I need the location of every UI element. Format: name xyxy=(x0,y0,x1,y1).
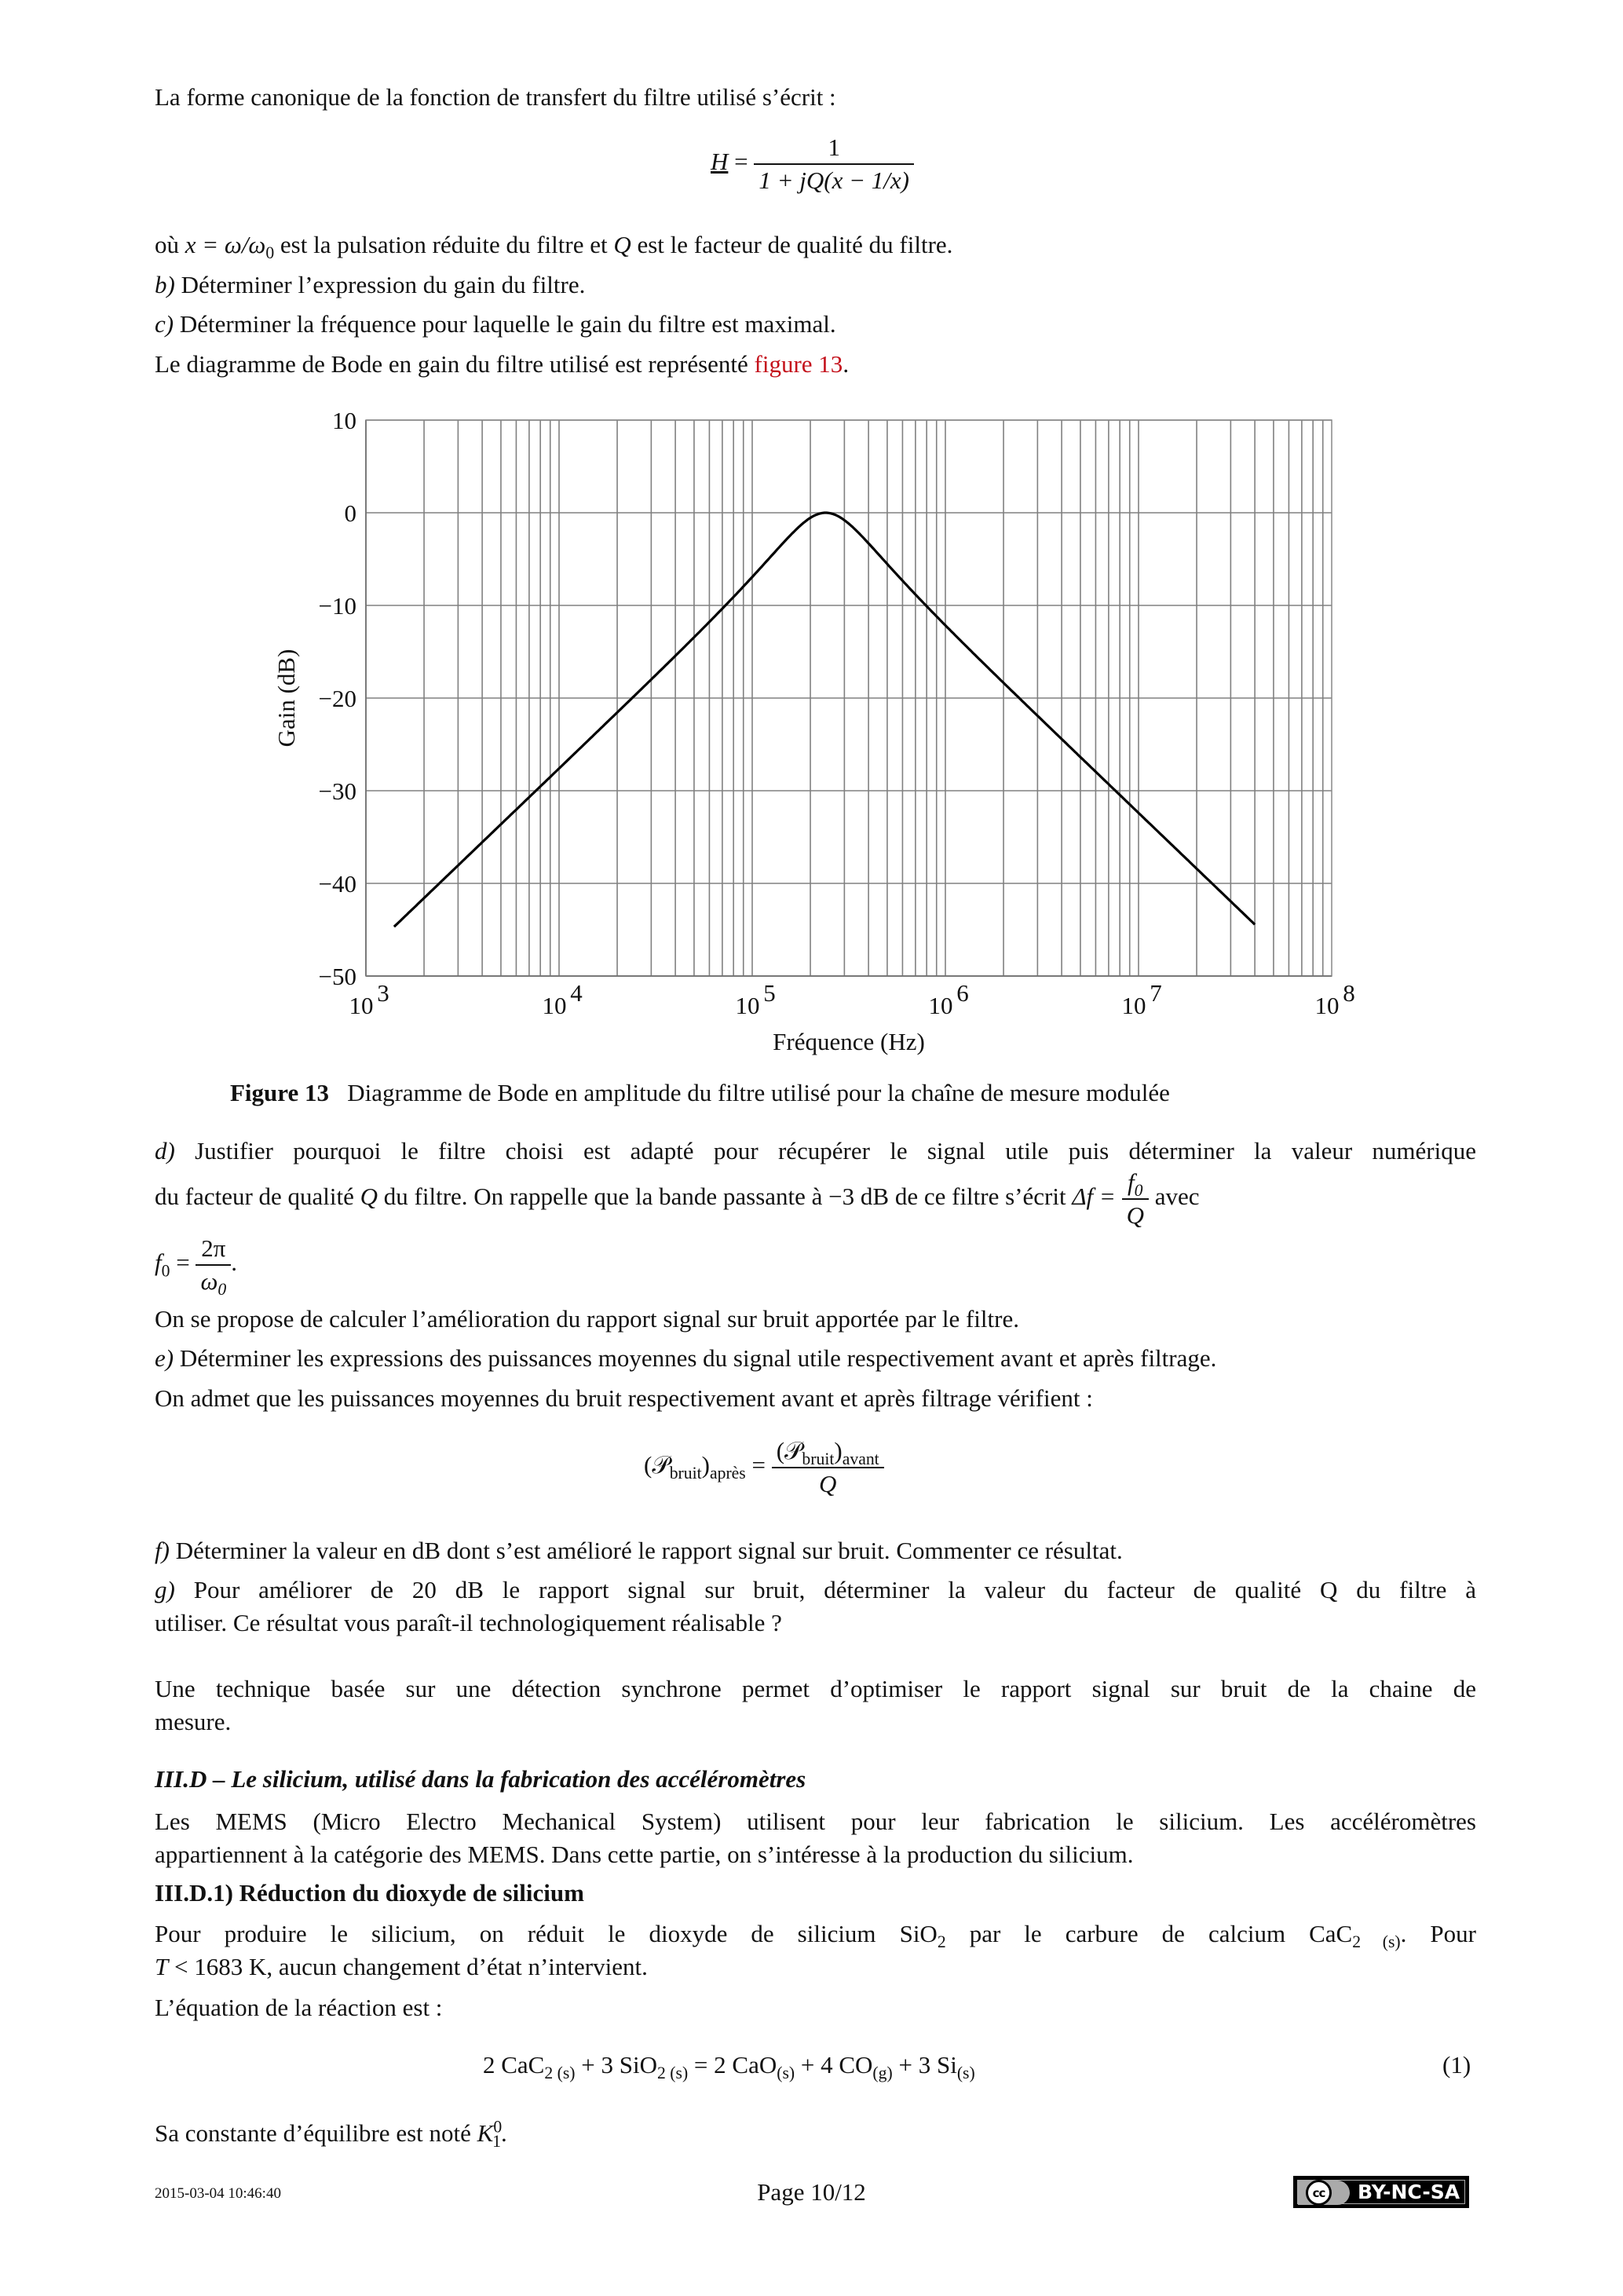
eq-sub-2: 2 (s) xyxy=(657,2064,689,2083)
noise-num-close: ) xyxy=(834,1437,843,1464)
eq-sub-4: (g) xyxy=(872,2064,893,2083)
bandwidth-denominator: Q xyxy=(1126,1201,1144,1229)
cac2-sub: 2 (s) xyxy=(1352,1932,1401,1952)
transfer-function-symbol: H xyxy=(711,148,729,176)
eq-sub-3: (s) xyxy=(777,2064,795,2083)
noise-admit-line: On admet que les puissances moyennes du bruit respectivement avant et après filtrage vérifient : xyxy=(155,1384,1093,1412)
chart-grid-horizontal xyxy=(366,420,1332,976)
temperature-symbol: T xyxy=(155,1953,169,1980)
x-tick-exponent: 3 xyxy=(377,979,389,1007)
f0-fraction xyxy=(196,1234,231,1300)
x-tick-exponent: 8 xyxy=(1343,979,1355,1007)
x-tick-label: 10 xyxy=(1121,992,1146,1019)
question-b-text: Déterminer l’expression du gain du filtre. xyxy=(181,271,586,298)
p2-text-a: Pour produire le silicium, on réduit le dioxyde de silicium SiO xyxy=(155,1920,938,1947)
question-g-label: g) xyxy=(155,1576,175,1603)
x-axis-title: Fréquence (Hz) xyxy=(773,1028,925,1055)
x-tick-label: 10 xyxy=(542,992,567,1019)
eq-sub-5: (s) xyxy=(956,2064,975,2083)
gain-curve-line xyxy=(394,513,1255,927)
eq-term-5: + 3 Si xyxy=(892,2051,957,2078)
section-title: III.D – Le silicium, utilisé dans la fabrication des accéléromètres xyxy=(155,1765,806,1793)
section-p2-line2 xyxy=(155,1951,648,1983)
y-tick-label: 10 xyxy=(332,407,356,434)
reaction-equation xyxy=(483,2051,975,2083)
f0-denominator xyxy=(196,1266,231,1300)
section-p1-line1: Les MEMS (Micro Electro Mechanical System) utilisent pour leur fabrication le silicium. Les accéléromètres xyxy=(155,1808,1476,1835)
question-c-label: c) xyxy=(155,310,174,338)
question-e-text: Déterminer les expressions des puissances moyennes du signal utile respectivement avant et après filtrage. xyxy=(179,1344,1217,1372)
constant-end: . xyxy=(501,2119,507,2147)
bandwidth-f: f xyxy=(1128,1168,1135,1196)
section-p1-line2: appartiennent à la catégorie des MEMS. Dans cette partie, on s’intéresse à la production du silicium. xyxy=(155,1841,1134,1868)
sio2-sub: 2 xyxy=(937,1932,946,1952)
eq-sub-1: 2 (s) xyxy=(544,2064,576,2083)
x-tick-label: 10 xyxy=(1314,992,1340,1019)
question-d-line2-b: du filtre. On rappelle que la bande passante à −3 dB de ce filtre s’écrit xyxy=(378,1183,1073,1211)
noise-num-sub: bruit xyxy=(802,1450,835,1469)
reduced-pulsation-expr: x = ω/ω xyxy=(185,231,266,258)
bandwidth-f-sub: 0 xyxy=(1134,1181,1143,1201)
constant-k: K xyxy=(477,2119,494,2147)
noise-numerator xyxy=(772,1437,884,1468)
x-tick-label: 10 xyxy=(735,992,760,1019)
equation-intro: L’équation de la réaction est : xyxy=(155,1994,443,2021)
eq-term-1: 2 CaC xyxy=(483,2051,545,2078)
y-tick-label: −40 xyxy=(318,870,356,898)
x-tick-exponent: 7 xyxy=(1150,979,1162,1007)
noise-lhs-sub2: après xyxy=(709,1464,746,1483)
question-f-label: f) xyxy=(155,1537,170,1564)
f0-symbol: f xyxy=(155,1249,162,1277)
x-tick-exponent: 4 xyxy=(570,979,583,1007)
y-axis-tick-labels xyxy=(319,407,356,990)
question-c-text: Déterminer la fréquence pour laquelle le gain du filtre est maximal. xyxy=(179,310,836,338)
figure-caption-label: Figure 13 xyxy=(230,1079,329,1106)
y-tick-label: −10 xyxy=(318,592,356,620)
noise-lhs-open: (𝒫 xyxy=(644,1451,670,1479)
footer-timestamp: 2015-03-04 10:46:40 xyxy=(155,2185,281,2202)
noise-equals: = xyxy=(751,1451,766,1479)
p2-line2-text: < 1683 K, aucun changement d’état n’intervient. xyxy=(168,1953,648,1980)
noise-lhs-close: ) xyxy=(701,1451,710,1479)
x-tick-label: 10 xyxy=(928,992,953,1019)
f0-period: . xyxy=(231,1249,237,1277)
noise-power-formula xyxy=(644,1437,884,1498)
question-f-text: Déterminer la valeur en dB dont s’est amélioré le rapport signal sur bruit. Commenter ce résultat. xyxy=(175,1537,1123,1564)
y-tick-label: −20 xyxy=(318,685,356,712)
subsection-title: III.D.1) Réduction du dioxyde de silicium xyxy=(155,1879,584,1907)
footer-page-number: Page 10/12 xyxy=(757,2178,866,2206)
y-tick-label: 0 xyxy=(344,499,356,527)
question-d-line2-a: du facteur de qualité xyxy=(155,1183,360,1211)
omega-symbol: ω xyxy=(200,1267,218,1295)
eq-term-2: + 3 SiO xyxy=(575,2051,658,2078)
question-e-label: e) xyxy=(155,1344,174,1372)
figure-caption xyxy=(230,1077,1170,1109)
bandwidth-delta: Δf = xyxy=(1072,1183,1116,1211)
x-tick-exponent: 6 xyxy=(956,979,969,1007)
transfer-function-denominator: 1 + jQ(x − 1/x) xyxy=(758,166,909,194)
figure-reference-text: Le diagramme de Bode en gain du filtre utilisé est représenté xyxy=(155,350,755,378)
equation-number: (1) xyxy=(1442,2051,1471,2078)
license-badge[interactable] xyxy=(1293,2176,1469,2208)
noise-num-sub2: avant xyxy=(842,1450,879,1469)
figure-caption-text: Diagramme de Bode en amplitude du filtre utilisé pour la chaîne de mesure modulée xyxy=(347,1079,1170,1106)
creative-commons-icon: cc xyxy=(1306,2180,1332,2206)
y-tick-label: −50 xyxy=(318,963,356,990)
y-axis-title: Gain (dB) xyxy=(272,649,300,748)
question-d-text: Justifier pourquoi le filtre choisi est adapté pour récupérer le signal utile puis déterminer la valeur numérique xyxy=(195,1137,1477,1164)
constant-sub: 1 xyxy=(492,2132,502,2152)
synchronous-line1: Une technique basée sur une détection synchrone permet d’optimiser le rapport signal sur bruit de la chaine de xyxy=(155,1675,1476,1702)
p2-text-c: . Pour xyxy=(1400,1920,1476,1947)
synchronous-line2: mesure. xyxy=(155,1708,232,1735)
question-d-line1 xyxy=(155,1135,1476,1167)
question-d-avec: avec xyxy=(1148,1183,1200,1211)
section-p2-line1 xyxy=(155,1918,1476,1950)
bode-gain-chart xyxy=(0,0,1623,1068)
bandwidth-fraction xyxy=(1122,1168,1149,1230)
definition-middle: est la pulsation réduite du filtre et xyxy=(274,231,614,258)
question-g-line2: utiliser. Ce résultat vous paraît-il technologiquement réalisable ? xyxy=(155,1609,782,1636)
intro-paragraph: La forme canonique de la fonction de transfert du filtre utilisé s’écrit : xyxy=(155,83,836,111)
constant-sup: 0 xyxy=(493,2117,503,2137)
y-tick-label: −30 xyxy=(318,777,356,805)
f0-sub: 0 xyxy=(161,1261,170,1281)
quality-factor-symbol: Q xyxy=(613,231,631,258)
x-axis-tick-labels xyxy=(349,979,1355,1019)
question-b-label: b) xyxy=(155,271,175,298)
definition-suffix: est le facteur de qualité du filtre. xyxy=(631,231,953,258)
reduced-pulsation-sub: 0 xyxy=(265,243,275,263)
x-tick-exponent: 5 xyxy=(763,979,776,1007)
figure-reference-end: . xyxy=(843,350,850,378)
question-d-line2 xyxy=(155,1168,1476,1230)
omega-sub: 0 xyxy=(217,1280,227,1300)
question-d-label: d) xyxy=(155,1137,175,1164)
question-g-line1 xyxy=(155,1574,1476,1606)
license-badge-text: BY-NC-SA xyxy=(1358,2181,1460,2203)
figure-13-link[interactable]: figure 13 xyxy=(754,350,843,378)
noise-denominator: Q xyxy=(819,1470,837,1497)
question-d-line3 xyxy=(155,1234,237,1300)
definition-prefix: où xyxy=(155,231,185,258)
noise-num-open: (𝒫 xyxy=(776,1437,802,1464)
f0-equals: = xyxy=(170,1249,190,1277)
noise-fraction xyxy=(772,1437,884,1498)
equals-sign: = xyxy=(734,148,748,176)
bandwidth-numerator xyxy=(1122,1168,1149,1200)
question-f xyxy=(155,1535,1123,1567)
transfer-function-numerator: 1 xyxy=(754,133,914,165)
f0-numerator: 2π xyxy=(196,1234,231,1266)
question-g-text: Pour améliorer de 20 dB le rapport signal sur bruit, déterminer la valeur du facteur de qualité Q du filtre à xyxy=(193,1576,1477,1603)
snr-intro: On se propose de calculer l’amélioration du rapport signal sur bruit apportée par le filtre. xyxy=(155,1305,1019,1333)
equilibrium-constant-line xyxy=(155,2117,507,2152)
eq-term-4: + 4 CO xyxy=(795,2051,873,2078)
noise-lhs xyxy=(644,1451,746,1483)
question-d-q: Q xyxy=(360,1183,378,1211)
eq-term-3: = 2 CaO xyxy=(688,2051,777,2078)
p2-text-b: par le carbure de calcium CaC xyxy=(945,1920,1353,1947)
question-e xyxy=(155,1343,1216,1374)
noise-lhs-sub: bruit xyxy=(669,1464,702,1483)
x-tick-label: 10 xyxy=(349,992,374,1019)
constant-text: Sa constante d’équilibre est noté xyxy=(155,2119,477,2147)
